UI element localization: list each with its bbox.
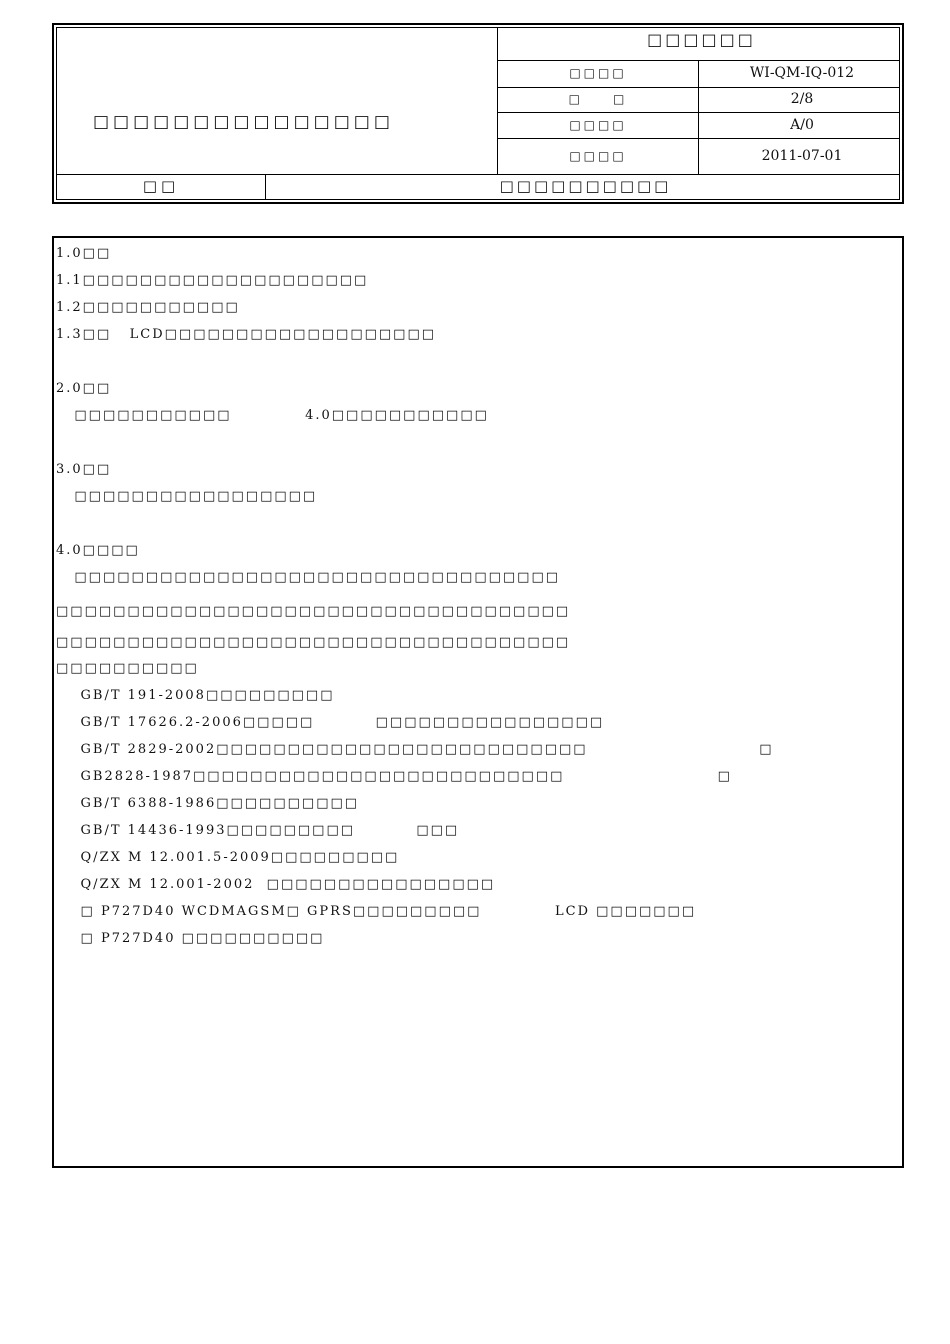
body-line: □□□□□□□□□□□□□□□□□: [56, 489, 318, 504]
section-label: □□: [142, 177, 180, 195]
divider: [57, 174, 899, 175]
body-line: 1.3□□ LCD□□□□□□□□□□□□□□□□□□□: [56, 327, 437, 342]
doc-number-label: □□□□: [569, 66, 627, 80]
version-value: A/0: [790, 117, 814, 133]
reference-item: □ P727D40 WCDMAGSM□ GPRS□□□□□□□□□ LCD □□□□□□□: [56, 904, 697, 919]
page-value: 2/8: [790, 91, 814, 107]
heading-scope: 2.0□□: [56, 381, 112, 396]
document-title: □□□□□□□□□□□□□□□: [93, 112, 394, 132]
reference-item: GB/T 17626.2-2006□□□□□ □□□□□□□□□□□□□□□□: [56, 715, 605, 730]
heading-references: 4.0□□□□: [56, 543, 140, 558]
doc-number-value: WI-QM-IQ-012: [749, 65, 855, 81]
date-value: 2011-07-01: [761, 148, 843, 164]
body-line: □□□□□□□□□□□□□□□□□□□□□□□□□□□□□□□□□□□□: [56, 604, 571, 619]
form-title: □□□□□□: [647, 30, 756, 49]
document-header: [52, 23, 904, 204]
date-label: □□□□: [569, 149, 627, 163]
heading-purpose: 1.0□□: [56, 246, 112, 261]
document-body: [52, 236, 904, 1168]
reference-item: Q/ZX M 12.001-2002 □□□□□□□□□□□□□□□□: [56, 877, 496, 892]
heading-responsibility: 3.0□□: [56, 462, 112, 477]
body-line: 1.2□□□□□□□□□□□: [56, 300, 240, 315]
reference-item: GB2828-1987□□□□□□□□□□□□□□□□□□□□□□□□□□ □: [56, 769, 732, 784]
body-line: □□□□□□□□□□: [56, 661, 199, 676]
body-line: □□□□□□□□□□□□□□□□□□□□□□□□□□□□□□□□□□: [56, 570, 561, 585]
reference-item: Q/ZX M 12.001.5-2009□□□□□□□□□: [56, 850, 400, 865]
body-line: □□□□□□□□□□□ 4.0□□□□□□□□□□□: [56, 408, 489, 423]
section-title: □□□□□□□□□□: [499, 177, 672, 195]
page-label: □ □: [568, 92, 628, 106]
reference-item: GB/T 14436-1993□□□□□□□□□ □□□: [56, 823, 460, 838]
header-inner-frame: [56, 27, 900, 200]
reference-item: □ P727D40 □□□□□□□□□□: [56, 931, 325, 946]
reference-item: GB/T 2829-2002□□□□□□□□□□□□□□□□□□□□□□□□□□ □: [56, 742, 774, 757]
version-label: □□□□: [569, 118, 627, 132]
reference-item: GB/T 191-2008□□□□□□□□□: [56, 688, 335, 703]
body-line: □□□□□□□□□□□□□□□□□□□□□□□□□□□□□□□□□□□□: [56, 635, 571, 650]
reference-item: GB/T 6388-1986□□□□□□□□□□: [56, 796, 360, 811]
body-line: 1.1□□□□□□□□□□□□□□□□□□□□: [56, 273, 369, 288]
